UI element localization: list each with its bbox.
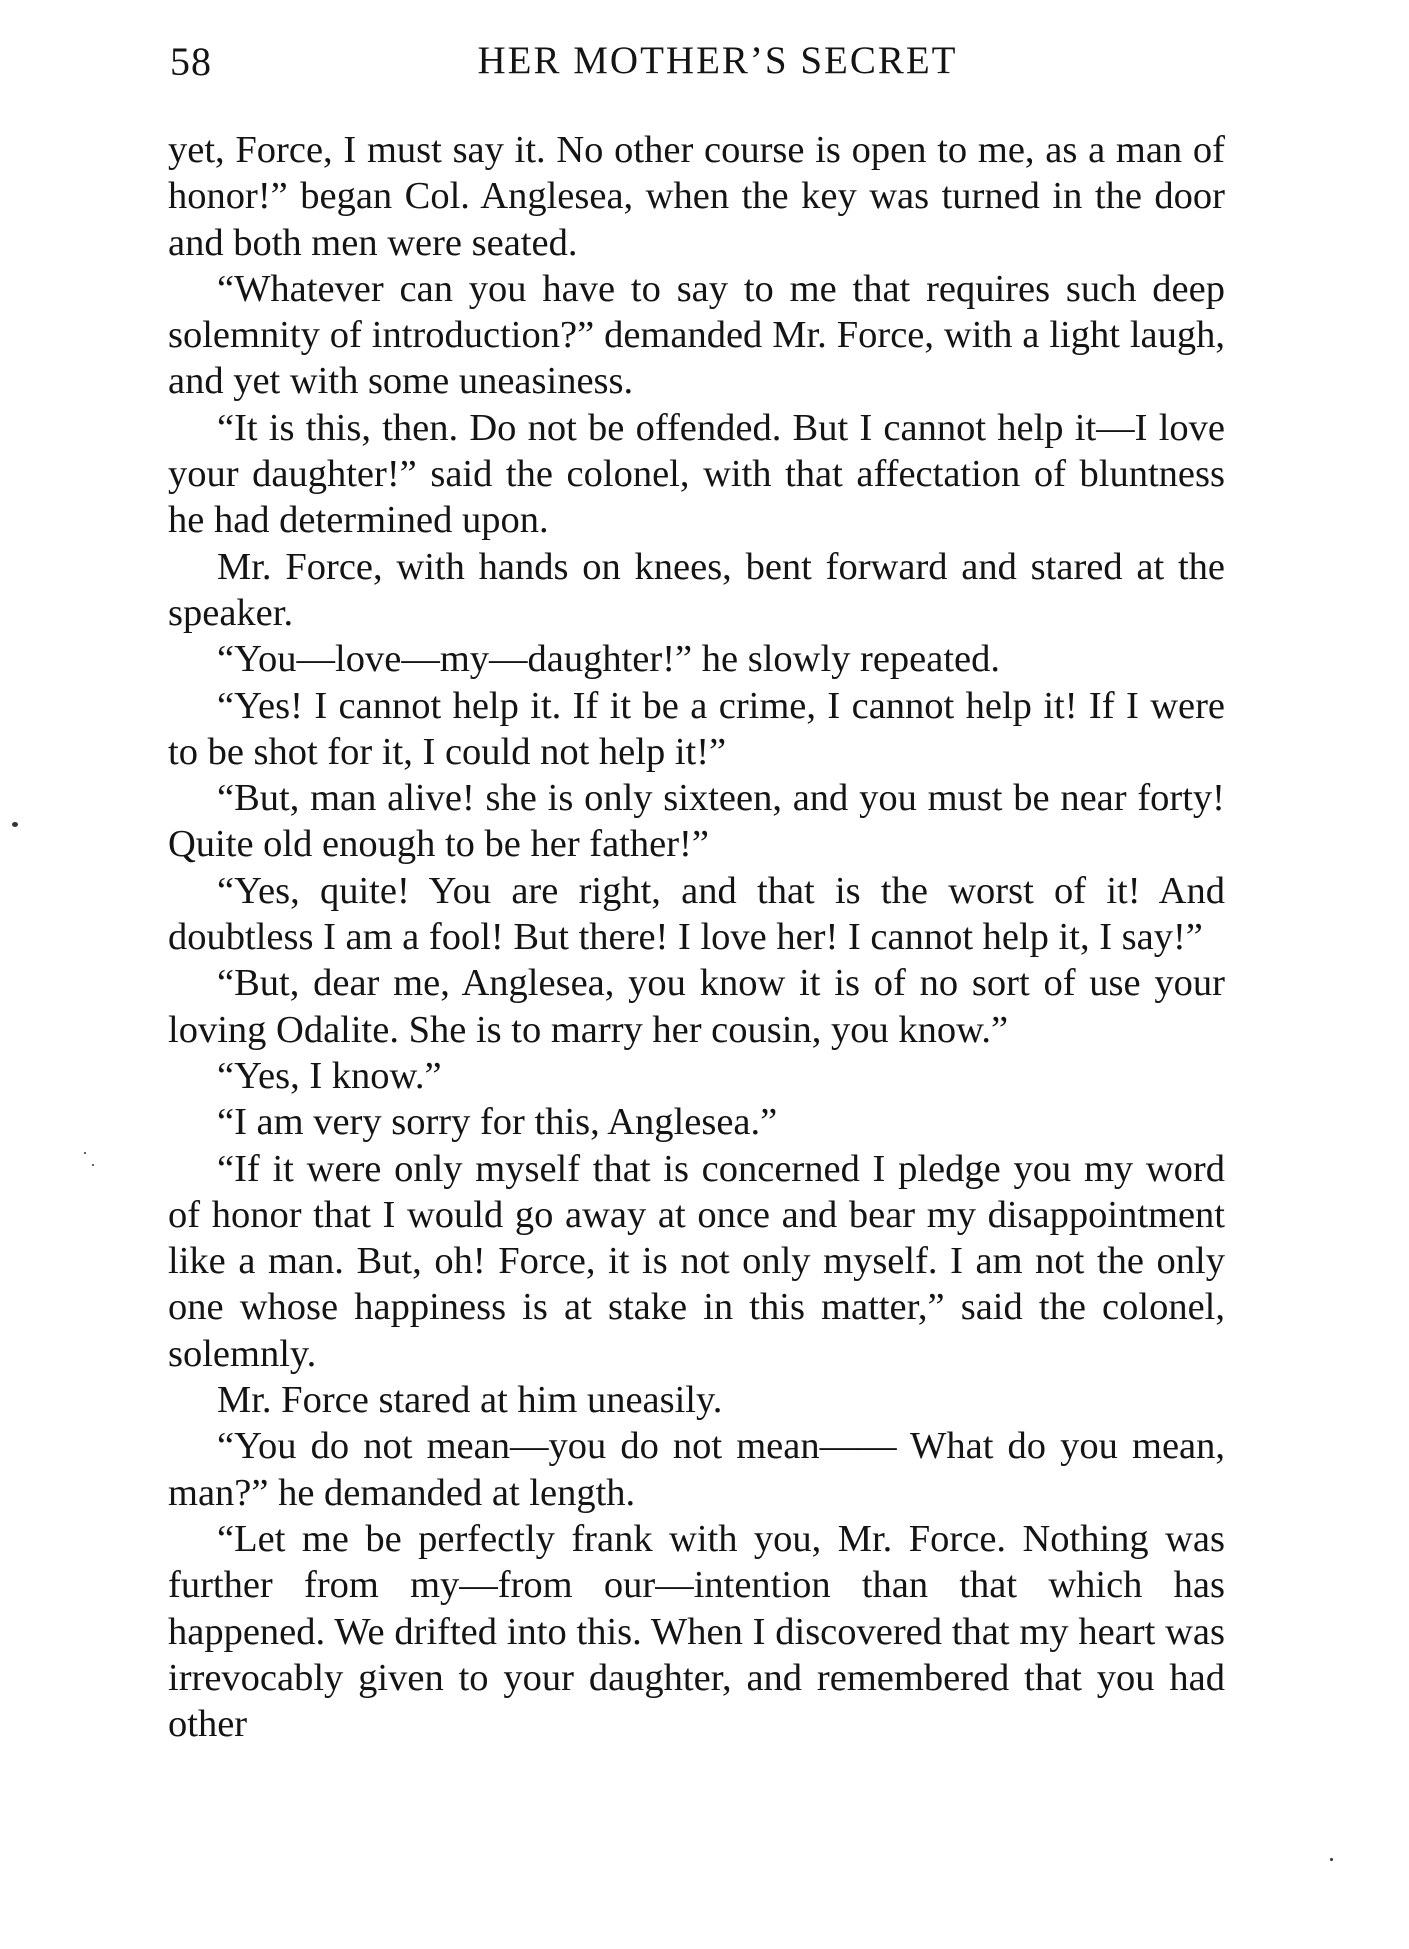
page-number: 58: [170, 39, 212, 84]
ink-speck: [84, 1152, 86, 1154]
page-header: [170, 38, 1225, 94]
body-text: [168, 127, 1225, 1747]
paragraph-12: “If it were only myself that is concerned I pledge you my word of honor that I would go away at once and bear my disappointment like a man. But, oh! Force, it is not only myself. I am not the only one whose happiness is at stake in this matter,” said the colonel, solemnly.: [168, 1147, 1225, 1375]
ink-speck: [92, 1164, 94, 1166]
paragraph-11: “I am very sorry for this, Anglesea.”: [217, 1101, 778, 1144]
paragraph-8: “Yes, quite! You are right, and that is the worst of it! And doubtless I am a fool! But there! I love her! I cannot help it, I say!”: [168, 869, 1225, 959]
paragraph-9: “But, dear me, Anglesea, you know it is of no sort of use your loving Odalite. She is to marry her cousin, you know.”: [168, 962, 1225, 1051]
paragraph-4: Mr. Force, with hands on knees, bent forward and stared at the speaker.: [168, 545, 1225, 634]
paragraph-7: “But, man alive! she is only sixteen, and you must be near forty! Quite old enough to be her father!”: [168, 777, 1225, 866]
paragraph-6: “Yes! I cannot help it. If it be a crime, I cannot help it! If I were to be shot for it, I could not help it!”: [168, 684, 1225, 773]
paragraph-2: “Whatever can you have to say to me that requires such deep solemnity of introduction?” demanded Mr. Force, with a light laugh, and yet with some uneasiness.: [168, 267, 1225, 403]
paragraph-3: “It is this, then. Do not be offended. But I cannot help it—I love your daughter!” said the colonel, with that affectation of bluntness he had determined upon.: [168, 406, 1225, 542]
paragraph-10: “Yes, I know.”: [217, 1054, 442, 1097]
running-title: HER MOTHER’S SECRET: [477, 39, 958, 82]
paragraph-5: “You—love—my—daughter!” he slowly repeated.: [217, 638, 1001, 681]
ink-speck: [12, 822, 18, 827]
paragraph-1: yet, Force, I must say it. No other course is open to me, as a man of honor!” began Col. Anglesea, when the key was turned in the door and both men were seated.: [168, 129, 1225, 264]
paragraph-14: “You do not mean—you do not mean—— What do you mean, man?” he demanded at length.: [168, 1425, 1225, 1514]
ink-speck: [1330, 1858, 1333, 1861]
paragraph-13: Mr. Force stared at him uneasily.: [217, 1379, 723, 1422]
paragraph-15: “Let me be perfectly frank with you, Mr. Force. Nothing was further from my—from our—intention than that which has happened. We drifted into this. When I discovered that my heart was irrevocably given to your daughter, and remembered that you had other: [168, 1517, 1225, 1746]
